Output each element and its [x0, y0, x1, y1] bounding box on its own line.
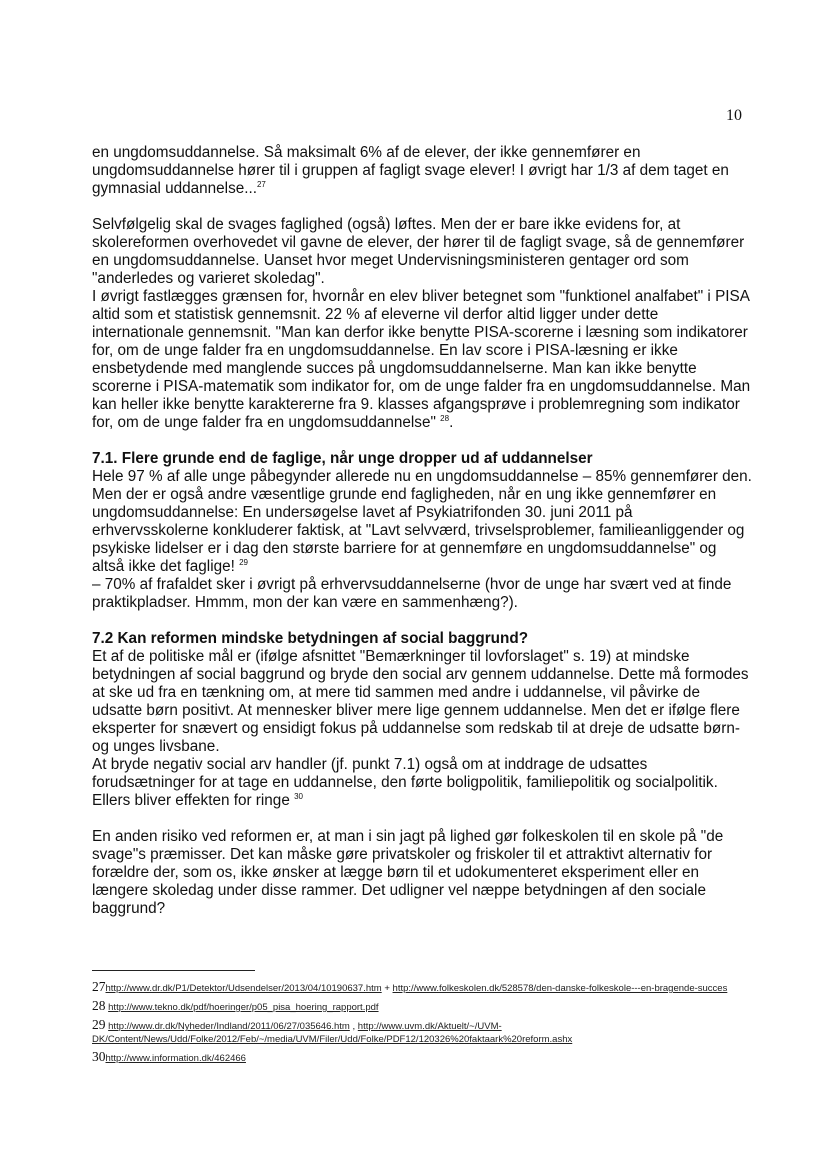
- footnote-number: 29: [92, 1017, 106, 1032]
- paragraph-8: En anden risiko ved reformen er, at man i sin jagt på lighed gør folkeskolen til en skole på "de svage"s præmisser. Det kan måske gøre privatskoler og friskoler til et attraktivt alternativ for forældre der, som os, ikke ønsker at lægge børn til et udokumenteret eksperiment eller en længere skoledag under disse rammer. Det udligner vel næppe betydningen af den sociale baggrund?: [92, 828, 724, 917]
- footnote-27: [92, 980, 742, 995]
- footnote-link[interactable]: http://www.tekno.dk/pdf/hoeringer/p05_pisa_hoering_rapport.pdf: [108, 1002, 379, 1013]
- paragraph-3-end: .: [449, 414, 454, 431]
- footnote-separator-text: ,: [349, 1021, 358, 1032]
- paragraph-6: Et af de politiske mål er (ifølge afsnittet "Bemærkninger til lovforslaget" s. 19) at mindske betydningen af social baggrund og bryde den social arv gennem uddannelse. Dette må formodes at ske ud fra en tænkning om, at mere tid sammen med andre i uddannelse, vil påvirke de udsatte børn positivt. At mennesker bliver mere lige gennem uddannelse. Men det er ifølge flere eksperter for snævert og ensidigt fokus på uddannelse som redskab til at dreje de udsatte børn- og unges livsbane.: [92, 648, 749, 755]
- footnote-link[interactable]: http://www.dr.dk/P1/Detektor/Udsendelser/2013/04/10190637.htm: [105, 983, 382, 994]
- footnote-28: [92, 999, 742, 1014]
- footnote-number: 30: [92, 1049, 106, 1064]
- paragraph-4: [92, 468, 752, 576]
- footnote-number: 28: [92, 998, 106, 1013]
- footnote-29: [92, 1018, 742, 1046]
- paragraph-7-text: At bryde negativ social arv handler (jf. punkt 7.1) også om at inddrage de udsattes forudsætninger for at tage en uddannelse, den førte boligpolitik, familiepolitik og socialpolitik. Ellers bliver effekten for ringe: [92, 756, 718, 809]
- body-text: [92, 144, 752, 918]
- footnote-ref-28[interactable]: 28: [440, 414, 450, 423]
- paragraph-1: [92, 144, 752, 198]
- paragraph-4-text: Hele 97 % af alle unge påbegynder allerede nu en ungdomsuddannelse – 85% gennemfører den. Men der er også andre væsentlige grunde end fagligheden, når en ung ikke gennemfører en ungdomsuddannelse: En undersøgelse lavet af Psykiatrifonden 30. juni 2011 på erhvervsskolerne konkluderer faktisk, at "Lavt selvværd, trivselsproblemer, familieanliggender og psykiske lidelser er i dag den største barriere for at gennemføre en ungdomsuddannelse" og altså ikke det faglige!: [92, 468, 752, 575]
- footnote-number: 27: [92, 979, 106, 994]
- page-number: 10: [726, 107, 742, 124]
- footnote-separator-text: +: [381, 983, 393, 994]
- footnote-30: [92, 1050, 742, 1065]
- footnote-ref-29[interactable]: 29: [239, 558, 249, 567]
- footnote-link[interactable]: http://www.information.dk/462466: [105, 1053, 246, 1064]
- footnote-ref-27[interactable]: 27: [256, 180, 266, 189]
- paragraph-1-text: en ungdomsuddannelse. Så maksimalt 6% af de elever, der ikke gennemfører en ungdomsuddannelse hører til i gruppen af fagligt svage elever! I øvrigt har 1/3 af dem taget en gymnasial uddannelse...: [92, 144, 729, 197]
- footnote-link[interactable]: http://www.folkeskolen.dk/528578/den-danske-folkeskole---en-bragende-succes: [392, 983, 728, 994]
- paragraph-2: Selvfølgelig skal de svages faglighed (også) løftes. Men der er bare ikke evidens for, at skolereformen overhovedet vil gavne de elever, der hører til de fagligt svage, så de gennemfører en ungdomsuddannelse. Uanset hvor meget Undervisningsministeren gentager ord som "anderledes og varieret skoledag".: [92, 216, 745, 287]
- footnotes: [92, 980, 742, 1069]
- footnote-ref-30[interactable]: 30: [294, 792, 303, 801]
- footnote-separator: [92, 970, 255, 971]
- paragraph-3: [92, 288, 752, 432]
- paragraph-7: [92, 756, 752, 810]
- footnote-link[interactable]: http://www.dr.dk/Nyheder/Indland/2011/06/27/035646.htm: [108, 1021, 350, 1032]
- paragraph-5: – 70% af frafaldet sker i øvrigt på erhvervsuddannelserne (hvor de unge har svært ved at finde praktikpladser. Hmmm, mon der kan være en sammenhæng?).: [92, 576, 732, 611]
- paragraph-3-text: I øvrigt fastlægges grænsen for, hvornår en elev bliver betegnet som "funktionel analfabet" i PISA altid som et statistisk gennemsnit. 22 % af eleverne vil derfor altid ligger under dette internationale gennemsnit. "Man kan derfor ikke benytte PISA-scorerne i læsning som indikatorer for, om de unge falder fra en ungdomsuddannelse. En lav score i PISA-læsning er ikke ensbetydende med manglende succes på ungdomsuddannelserne. Man kan ikke benytte scorerne i PISA-matematik som indikator for, om de unge falder fra en ungdomsuddannelse. Man kan heller ikke benytte karaktererne fra 9. klasses afgangsprøve i problemregning som indikator for, om de unge falder fra en ungdomsuddannelse": [92, 288, 751, 431]
- section-heading-7-2: 7.2 Kan reformen mindske betydningen af social baggrund?: [92, 630, 529, 647]
- section-heading-7-1: 7.1. Flere grunde end de faglige, når unge dropper ud af uddannelser: [92, 450, 593, 467]
- footnote-link[interactable]: http://www.uvm.dk/Aktuelt/~/UVM-DK/Content/News/Udd/Folke/2012/Feb/~/media/UVM/Filer/Udd/Folke/PDF12/120326%20faktaark%20reform.ashx: [92, 1021, 573, 1045]
